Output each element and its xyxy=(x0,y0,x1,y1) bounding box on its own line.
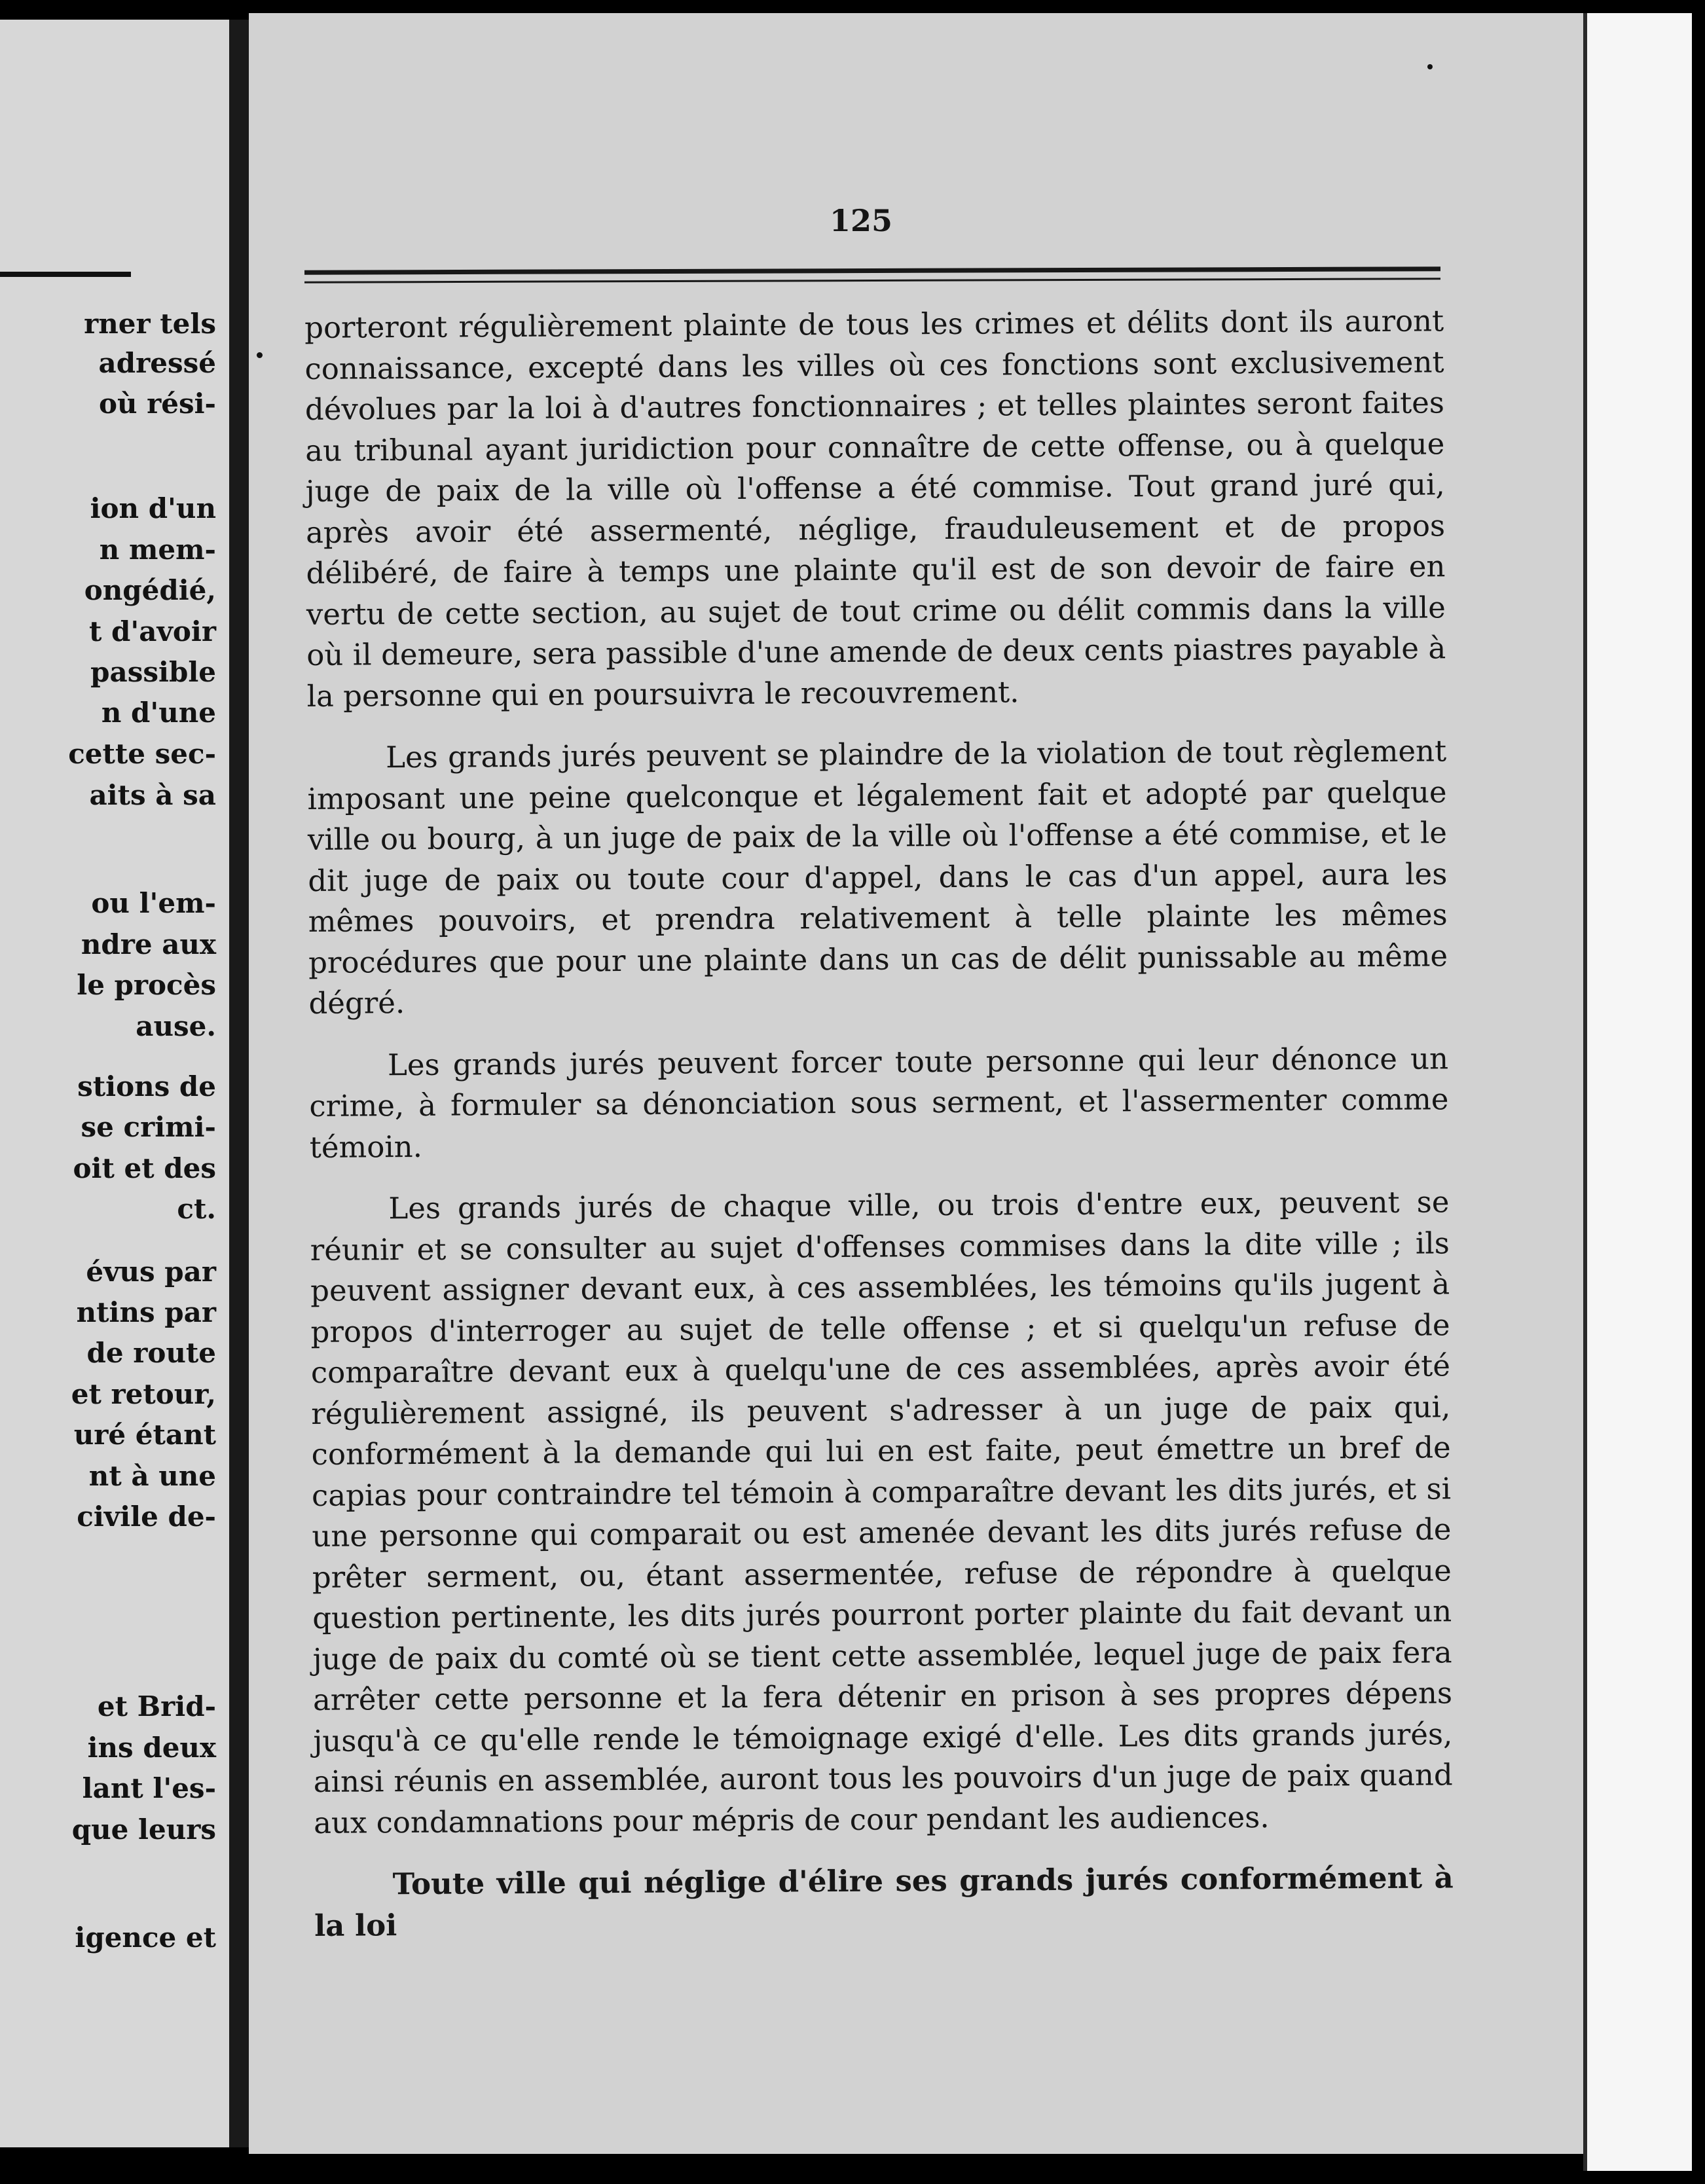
paragraph-5: Toute ville qui néglige d'élire ses grands jurés conformément à la loi xyxy=(314,1860,1454,1943)
left-page-line: ause. xyxy=(136,1010,216,1042)
header-rule-thick xyxy=(304,266,1440,274)
paragraph-2: Les grands jurés peuvent se plaindre de la violation de tout règlement imposant une peine quelconque et légalement fait et adopté par quelque ville ou bourg, à un juge de paix de la ville où l'offense a été commise, et le dit juge de paix ou toute cour d'appel, dans le cas d'un appel, aura les mêmes pouvoirs, et prendra relativement à telle plainte les mêmes procédures que pour une plainte dans un cas de délit punissable au même dégré. xyxy=(307,733,1448,1021)
left-page-line: évus par xyxy=(86,1256,216,1288)
left-page-line: ou l'em- xyxy=(91,887,216,919)
left-page-line: lant l'es- xyxy=(82,1772,216,1804)
page-number: 125 xyxy=(829,203,893,238)
left-facing-page xyxy=(0,20,229,2147)
left-page-line: et retour, xyxy=(71,1378,216,1410)
corner-dot xyxy=(1427,64,1433,69)
left-page-line: aits à sa xyxy=(89,779,216,811)
paragraph-4: Les grands jurés de chaque ville, ou trois d'entre eux, peuvent se réunir et se consulter au sujet d'offenses commises dans la dite ville ; ils peuvent assigner devant eux, à ces assemblées, les témoins qu'ils jugent à propos d'interroger au sujet de telle offense ; et si quelqu'un refuse de comparaître devant eux à quelqu'une de ces assemblées, après avoir été régulièrement assigné, ils peuvent s'adresser à un juge de paix qui, conformément à la demande qui lui en est faite, peut émettre un bref de capias pour contraindre tel témoin à comparaître devant les dits jurés, et si une personne qui comparait ou est amenée devant les dits jurés refuse de prêter serment, ou, étant assermentée, refuse de répondre à quelque question pertinente, les dits jurés pourront porter plainte du fait devant un juge de paix du comté où se tient cette assemblée, lequel juge de paix fera arrêter cette personne et la fera détenir en prison à ses propres dépens jusqu'à ce qu'elle rende le témoignage exigé d'elle. Les dits grands jurés, ainsi réunis en assemblée, auront tous les pouvoirs d'un juge de paix quand aux condamnations pour mépris de cour pendant les audiences. xyxy=(310,1184,1453,1840)
left-page-line: ion d'un xyxy=(90,492,216,524)
left-page-line: rner tels xyxy=(84,308,216,340)
right-margin-strip xyxy=(1583,13,1692,2171)
paragraph-3: Les grands jurés peuvent forcer toute personne qui leur dénonce un crime, à formuler sa dénonciation sous serment, et l'assermenter comme témoin. xyxy=(309,1040,1449,1165)
left-page-line: le procès xyxy=(77,969,216,1001)
left-page-line: ntins par xyxy=(76,1296,216,1328)
left-page-line: adressé xyxy=(98,347,216,379)
margin-dot xyxy=(257,352,263,358)
left-page-line: et Brid- xyxy=(97,1690,216,1722)
left-page-line: où rési- xyxy=(98,388,216,420)
page-gutter xyxy=(229,20,249,2147)
left-page-line: civile de- xyxy=(77,1501,216,1533)
left-page-line: igence et xyxy=(75,1921,216,1954)
header-rule-thin xyxy=(304,278,1440,283)
left-page-line: ndre aux xyxy=(81,928,216,960)
left-page-line: t d'avoir xyxy=(89,615,216,647)
left-page-line: uré étant xyxy=(73,1419,216,1451)
left-page-line: nt à une xyxy=(88,1460,216,1492)
left-page-line: passible xyxy=(90,656,216,688)
left-page-line: se crimi- xyxy=(81,1111,216,1143)
left-page-line: ct. xyxy=(177,1193,216,1225)
left-page-line: oit et des xyxy=(73,1152,216,1184)
left-page-line: cette sec- xyxy=(68,738,216,770)
main-page xyxy=(249,13,1585,2154)
left-page-line: n d'une xyxy=(101,697,216,729)
left-page-line: de route xyxy=(86,1337,216,1369)
paragraph-1: porteront régulièrement plainte de tous les crimes et délits dont ils auront connaissance, excepté dans les villes où ces fonctions sont exclusivement dévolues par la loi à d'autres fonctionnaires ; et telles plaintes seront faites au tribunal ayant juridiction pour connaître de cette offense, ou à quelque juge de paix de la ville où l'offense a été commise. Tout grand juré qui, après avoir été assermenté, néglige, frauduleusement et de propos délibéré, de faire à temps une plainte qu'il est de son devoir de faire en vertu de cette section, au sujet de tout crime ou délit commis dans la ville où il demeure, sera passible d'une amende de deux cents piastres payable à la personne qui en poursuivra le recouvrement. xyxy=(304,303,1446,714)
left-page-line: ongédié, xyxy=(84,574,216,606)
left-page-line: stions de xyxy=(77,1070,216,1102)
left-page-text xyxy=(0,20,216,2147)
left-page-line: que leurs xyxy=(71,1813,216,1846)
body-text xyxy=(304,300,1454,1967)
left-page-line: ins deux xyxy=(87,1732,216,1764)
left-page-line: n mem- xyxy=(99,534,216,566)
